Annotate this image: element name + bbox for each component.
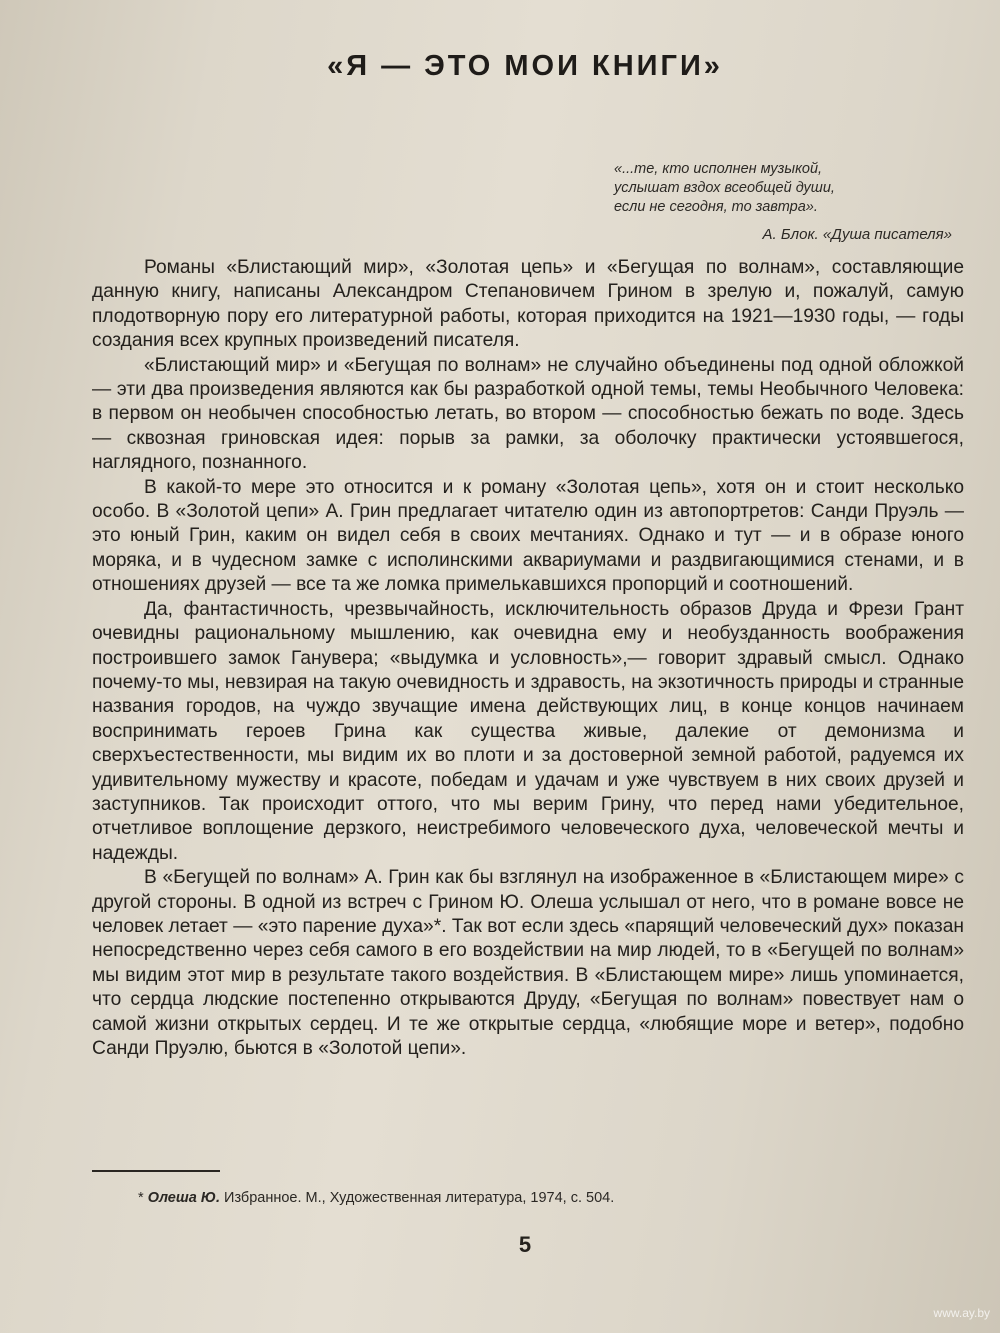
footnote-author: Олеша Ю. — [147, 1190, 220, 1206]
epigraph-line-2: услышат вздох всеобщей души, — [614, 180, 835, 196]
footnote-text: Избранное. М., Художественная литература, 1974, с. 504. — [224, 1190, 615, 1206]
page-title: «Я — ЭТО МОИ КНИГИ» — [327, 50, 723, 82]
footnote — [138, 1190, 958, 1206]
epigraph-line-3: если не сегодня, то завтра». — [614, 199, 818, 215]
paragraph-1: Романы «Блистающий мир», «Золотая цепь» и «Бегущая по волнам», составляющие данную книгу, написаны Александром Степановичем Грином в зрелую и, пожалуй, самую плодотворную пору его литературной работы, которая приходится на 1921—1930 годы, — годы создания всех крупных произведений писателя. — [92, 257, 964, 352]
epigraph-line-1: «...те, кто исполнен музыкой, — [614, 161, 823, 177]
footnote-marker: * — [138, 1190, 144, 1206]
watermark: www.ay.by — [933, 1306, 990, 1320]
paragraph-2: «Блистающий мир» и «Бегущая по волнам» не случайно объединены под одной обложкой — эти два произведения являются как бы разработкой одной темы, темы Необычного Человека: в первом он необычен способностью летать, во втором — способностью бежать по воде. Здесь — сквозная гриновская идея: порыв за рамки, за оболочку практически устоявшегося, наглядного, познанного. — [92, 354, 964, 474]
paragraph-5: В «Бегущей по волнам» А. Грин как бы взглянул на изображенное в «Блистающем мире» с другой стороны. В одной из встреч с Грином Ю. Олеша услышал от него, что в романе вовсе не человек летает — «это парение духа»*. Так вот если здесь «парящий человеческий дух» показан непосредственно через себя самого в его воздействии на мир людей, то в «Бегущей по волнам» мы видим этот мир в результате такого воздействия. В «Блистающем мире» лишь упоминается, что сердца людские постепенно открываются Друду, «Бегущая по волнам» повествует нам о самой жизни открытых сердец. И те же открытые сердца, «любящие море и ветер», подобно Санди Пруэлю, бьются в «Золотой цепи». — [92, 867, 964, 1059]
page-number: 5 — [518, 1232, 532, 1257]
paragraph-4: Да, фантастичность, чрезвычайность, исключительность образов Друда и Фрези Грант очевидны рациональному мышлению, как очевидна ему и необузданность воображения построившего замок Ганувера; «выдумка и условность»,— говорит здравый смысл. Однако почему-то мы, невзирая на такую очевидность и здравость, на экзотичность природы и странные названия городов, на чуждо звучащие имена действующих лиц, в конце концов начинаем воспринимать героев Грина как существа живые, далекие от демонизма и сверхъестественности, мы видим их во плоти и за достоверной земной работой, радуемся их удивительному мужеству и красоте, победам и удачам и уже чувствуем в них своих друзей и заступников. Так происходит оттого, что мы верим Грину, что перед нами убедительное, отчетливое воплощение дерзкого, неистребимого человеческого духа, человеческой мечты и надежды. — [92, 598, 964, 864]
epigraph-source: А. Блок. «Душа писателя» — [762, 226, 952, 243]
footnote-divider — [92, 1170, 220, 1172]
main-text — [92, 256, 964, 1061]
epigraph — [592, 160, 952, 244]
paragraph-3: В какой-то мере это относится и к роману «Золотая цепь», хотя он и стоит несколько особо. В «Золотой цепи» А. Грин предлагает читателю один из автопортретов: Санди Пруэль — это юный Грин, каким он видел себя в своих мечтаниях. Однако и тут — и в образе юного моряка, и в чудесном замке с исполинскими аквариумами и раздвигающимися стенами, и в отношениях друзей — все та же ломка примелькавшихся пропорций и соотношений. — [92, 476, 964, 596]
